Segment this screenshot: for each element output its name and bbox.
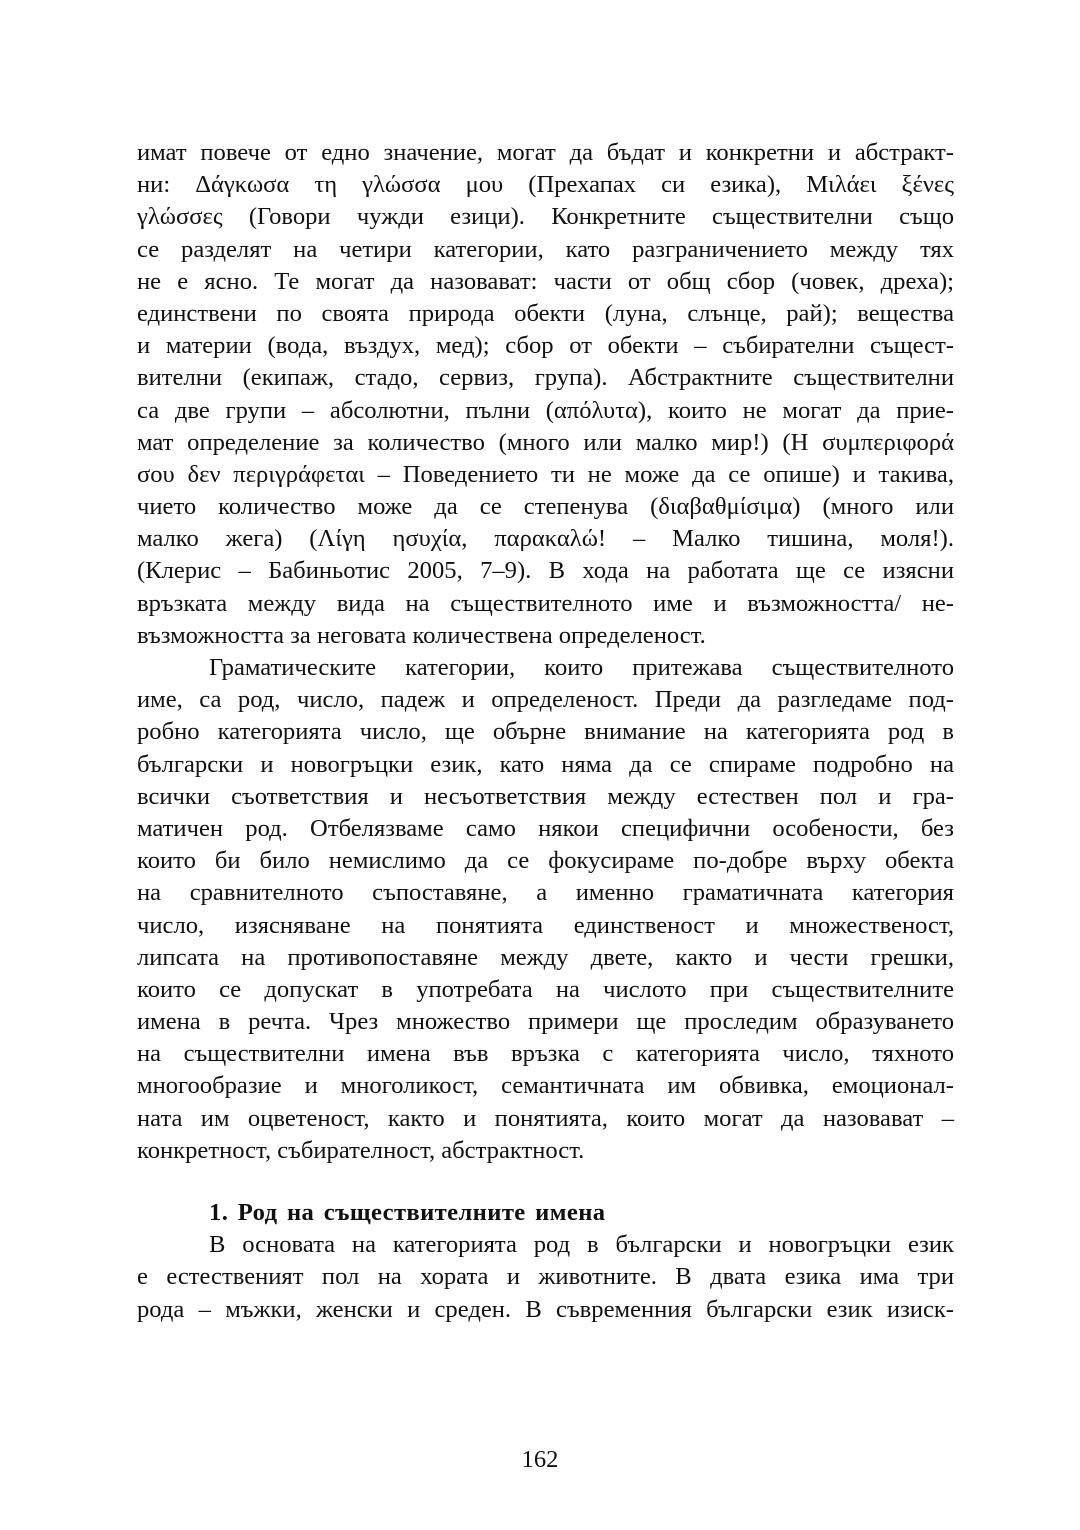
text-line: възможността за неговата количествена определеност. bbox=[137, 621, 706, 649]
text-line: матичен род. Отбелязваме само някои специфични особености, без bbox=[137, 814, 954, 842]
text-line: мат определение за количество (много или малко мир!) (Η συμπεριφορά bbox=[137, 428, 954, 456]
text-line: малко жега) (Λίγη ησυχία, παρακαλώ! – Малко тишина, моля!). bbox=[137, 525, 954, 553]
text-line: число, изясняване на понятията единственост и множественост, bbox=[137, 911, 954, 939]
text-line: многообразие и многоликост, семантичната им обвивка, емоционал- bbox=[137, 1072, 954, 1100]
text-line: имена в речта. Чрез множество примери ще проследим образуването bbox=[137, 1008, 954, 1036]
text-line: всички съответствия и несъответствия между естествен пол и гра- bbox=[137, 782, 954, 810]
text-line: не е ясно. Те могат да назовават: части от общ сбор (човек, дреха); bbox=[137, 267, 954, 295]
text-line: е естественият пол на хората и животните. В двата езика има три bbox=[137, 1263, 954, 1291]
text-line: са две групи – абсолютни, пълни (απόλυτα), които не могат да прие- bbox=[137, 396, 954, 424]
text-line: Граматическите категории, които притежава съществителното bbox=[209, 654, 954, 681]
section-heading: 1. Род на съществителните имена bbox=[209, 1199, 606, 1226]
text-line: име, са род, число, падеж и определеност. Преди да разгледаме под- bbox=[137, 686, 954, 714]
text-line: и материи (вода, въздух, мед); сбор от обекти – събирателни същест- bbox=[137, 332, 954, 360]
text-line: (Клерис – Бабиньотис 2005, 7–9). В хода на работата ще се изясни bbox=[137, 557, 954, 585]
text-line: български и новогръцки език, като няма да се спираме подробно на bbox=[137, 750, 954, 778]
text-line: липсата на противопоставяне между двете, както и чести грешки, bbox=[137, 943, 954, 971]
text-line: имат повече от едно значение, могат да бъдат и конкретни и абстракт- bbox=[137, 139, 954, 166]
text-line: вителни (екипаж, стадо, сервиз, група). Абстрактните съществителни bbox=[137, 364, 954, 392]
text-line: ната им оцветеност, както и понятията, които могат да назовават – bbox=[137, 1104, 954, 1132]
page-number: 162 bbox=[521, 1446, 559, 1473]
text-line: γλώσσες (Говори чужди езици). Конкретните съществителни също bbox=[137, 203, 954, 231]
text-line: чието количество може да се степенува (διαβαθμίσιμα) (много или bbox=[137, 493, 954, 521]
text-line: рода – мъжки, женски и среден. В съвременния български език изиск- bbox=[137, 1295, 954, 1323]
text-line: робно категорията число, ще обърне внимание на категорията род в bbox=[137, 718, 954, 746]
text-line: които се допускат в употребата на числото при съществителните bbox=[137, 975, 954, 1003]
text-line: ни: Δάγκωσα τη γλώσσα μου (Прехапах си езика), Μιλάει ξένες bbox=[137, 171, 954, 199]
paragraph-2 bbox=[137, 652, 954, 1167]
text-line: на сравнителното съпоставяне, а именно граматичната категория bbox=[137, 879, 954, 907]
text-line: които би било немислимо да се фокусираме по-добре върху обекта bbox=[137, 847, 954, 875]
text-line: се разделят на четири категории, като разграничението между тях bbox=[137, 235, 954, 263]
text-line: В основата на категорията род в български и новогръцки език bbox=[209, 1231, 954, 1259]
page-body bbox=[137, 137, 954, 1326]
text-line: единствени по своята природа обекти (луна, слънце, рай); вещества bbox=[137, 299, 954, 327]
paragraph-1 bbox=[137, 137, 954, 652]
text-line: на съществителни имена във връзка с категорията число, тяхното bbox=[137, 1040, 954, 1068]
text-line: σου δεν περιγράφεται – Поведението ти не може да се опише) и такива, bbox=[137, 460, 954, 488]
text-line: връзката между вида на съществителното име и възможността/ не- bbox=[137, 589, 954, 617]
text-line: конкретност, събирателност, абстрактност. bbox=[137, 1136, 585, 1164]
paragraph-3 bbox=[137, 1229, 954, 1326]
